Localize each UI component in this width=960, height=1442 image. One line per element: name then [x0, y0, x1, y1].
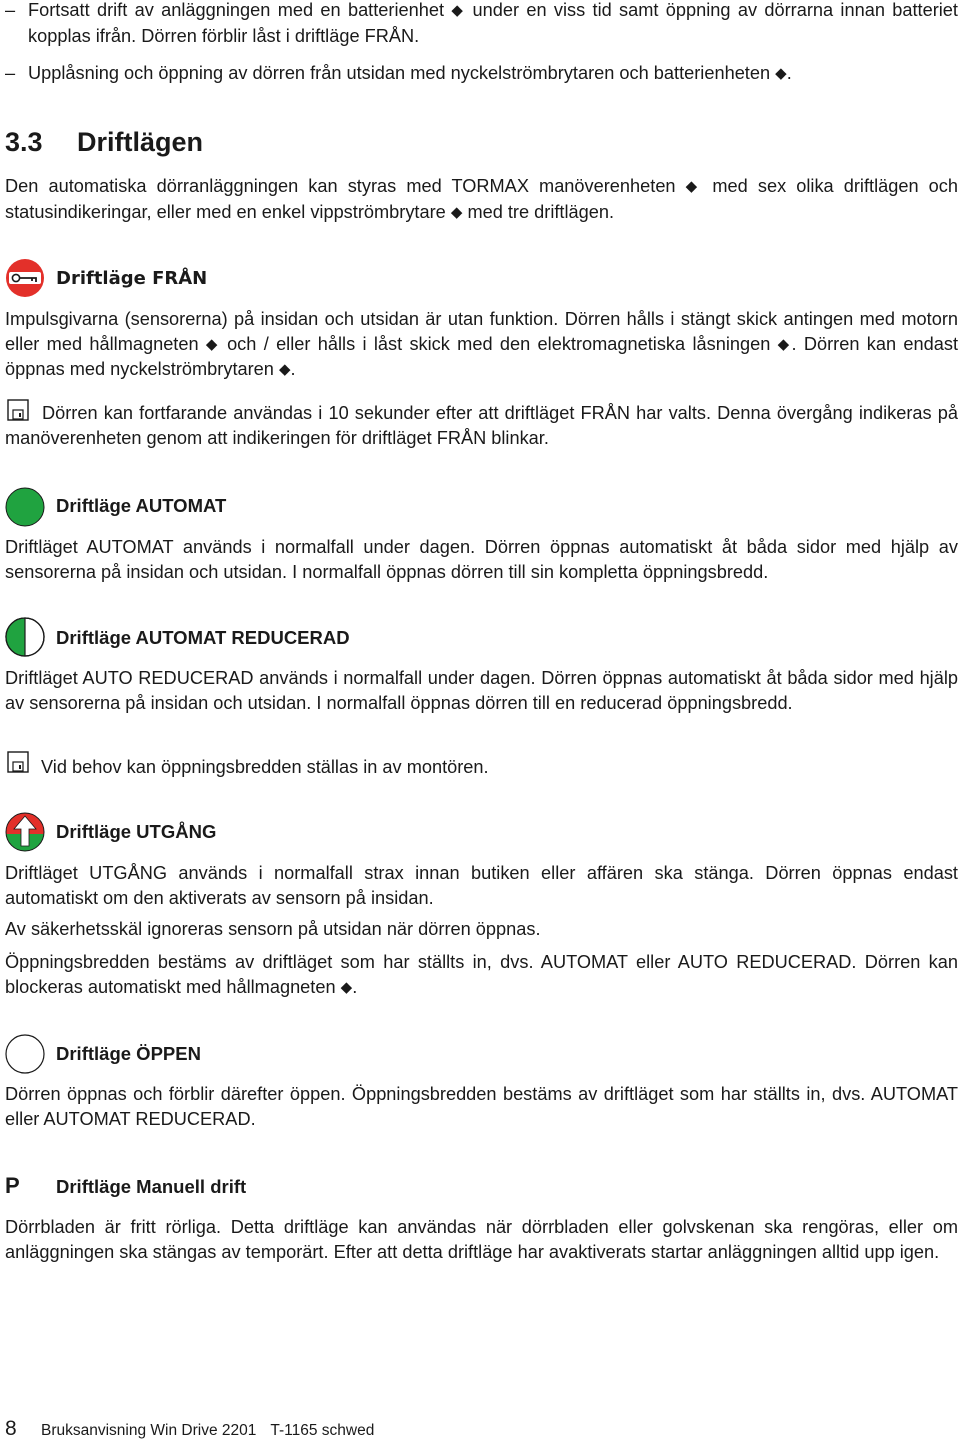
mode-title-fran: Driftläge FRÅN — [56, 268, 208, 289]
mode-title-oppen: Driftläge ÖPPEN — [56, 1043, 201, 1064]
intro-item-1: – Fortsatt drift av anläggningen med en batterienhet ◆ under en viss tid samt öppning av dörrarna innan batteriet kopplas ifrån. Dörren förblir låst i driftläge FRÅN. — [5, 0, 958, 46]
green-circle-icon — [5, 487, 45, 527]
footer-doc-code: T-1165 schwed — [270, 1422, 375, 1439]
mode-title-utgang: Driftläge UTGÅNG — [56, 821, 217, 842]
mode-title-manuell: Driftläge Manuell drift — [56, 1176, 247, 1197]
note-automat-reducerad: Vid behov kan öppningsbredden ställas in av montören. — [41, 757, 489, 777]
diamond-icon: ◆ — [685, 178, 703, 195]
key-icon — [5, 258, 45, 298]
diamond-icon: ◆ — [451, 2, 466, 19]
intro-item-2-text-b: . — [786, 63, 792, 83]
note-icon — [7, 751, 29, 773]
section-heading — [5, 127, 203, 158]
intro-item-1-text-b: under en viss tid samt öppning av dörrarna innan batteriet kopplas ifrån. Dörren förblir låst i driftläge FRÅN. — [28, 0, 958, 46]
page-footer — [5, 1417, 374, 1441]
half-circle-icon — [5, 617, 45, 657]
manual-mode-letter: P — [5, 1173, 20, 1198]
diamond-icon: ◆ — [777, 335, 792, 353]
open-circle-icon — [5, 1034, 45, 1074]
section-intro: Den automatiska dörranläggningen kan styras med TORMAX manöverenheten ◆ med sex olika driftlägen och statusindikeringar, eller med en enkel vippströmbrytare ◆ med tre driftlägen. — [5, 176, 959, 222]
note-fran: Dörren kan fortfarande användas i 10 sekunder efter att driftläget FRÅN har valts. Denna övergång indikeras på manöverenheten genom att indikeringen för driftläget FRÅN blinkar. — [5, 403, 958, 448]
mode-title-automat-reducerad: Driftläge AUTOMAT REDUCERAD — [56, 627, 350, 648]
diamond-icon: ◆ — [450, 203, 463, 221]
footer-doc-title: Bruksanvisning Win Drive 2201 — [41, 1422, 257, 1439]
diamond-icon: ◆ — [775, 65, 787, 82]
intro-item-2-text-a: Upplåsning och öppning av dörren från utsidan med nyckelströmbrytaren och batterienheten — [28, 63, 771, 83]
mode-body-oppen: Dörren öppnas och förblir därefter öppen. Öppningsbredden bestäms av driftläget som har ställts in, dvs. AUTOMAT eller AUTOMAT REDUCERAD. — [5, 1084, 958, 1129]
mode-body-manuell: Dörrbladen är fritt rörliga. Detta driftläge kan användas när dörrbladen eller golvskenan ska rengöras, eller om anläggningen ska stängas av temporärt. Efter att detta driftläge har avaktiverats startar anläggningen alltid upp igen. — [5, 1217, 958, 1262]
mode-body-automat-reducerad: Driftläget AUTO REDUCERAD används i normalfall under dagen. Dörren öppnas automatiskt åt båda sidor med hjälp av sensorerna på insidan och utsidan. I normalfall öppnas dörren till en reducerad öppningsbredd. — [5, 668, 958, 713]
mode-body-automat: Driftläget AUTOMAT används i normalfall under dagen. Dörren öppnas automatiskt åt båda sidor med hjälp av sensorerna på insidan och utsidan. I normalfall öppnas dörren till sin kompletta öppningsbredd. — [5, 537, 958, 582]
page-number: 8 — [5, 1417, 17, 1440]
section-number: 3.3 — [5, 127, 43, 157]
diamond-icon: ◆ — [278, 361, 291, 379]
intro-item-2: – Upplåsning och öppning av dörren från utsidan med nyckelströmbrytaren och batterienheten ◆. — [5, 63, 792, 83]
exit-arrow-icon — [5, 812, 45, 852]
mode-body-utgang-2: Av säkerhetsskäl ignoreras sensorn på utsidan när dörren öppnas. — [5, 919, 541, 939]
intro-item-1-text-a: Fortsatt drift av anläggningen med en batterienhet — [28, 0, 445, 20]
section-title: Driftlägen — [77, 127, 204, 157]
mode-body-utgang-3: Öppningsbredden bestäms av driftläget som har ställts in, dvs. AUTOMAT eller AUTO REDUCERAD. Dörren kan blockeras automatiskt med hållmagneten ◆. — [5, 952, 958, 997]
mode-body-utgang-1: Driftläget UTGÅNG används i normalfall strax innan butiken eller affären ska stänga. Dörren öppnas endast automatiskt om den aktiverats av sensorn på insidan. — [5, 863, 958, 908]
mode-body-fran: Impulsgivarna (sensorerna) på insidan och utsidan är utan funktion. Dörren hålls i stängt skick antingen med motorn eller med hållmagneten ◆ och / eller hålls i låst skick med den elektromagnetiska låsningen ◆. Dörren kan endast öppnas med nyckelströmbrytaren ◆. — [5, 309, 958, 380]
diamond-icon: ◆ — [205, 335, 220, 353]
mode-title-automat: Driftläge AUTOMAT — [56, 495, 227, 516]
diamond-icon: ◆ — [340, 978, 353, 996]
